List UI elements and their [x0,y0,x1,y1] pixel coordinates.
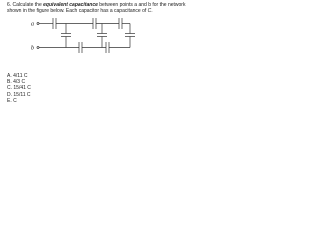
choice-c[interactable]: C. 15/41 C [7,85,31,92]
choice-d[interactable]: D. 15/11 C [7,91,31,98]
choice-e[interactable]: E. C [7,97,17,104]
choice-a[interactable]: A. 4/11 C [7,73,28,79]
capacitor-c6 [125,24,135,48]
capacitor-c2 [93,18,96,29]
capacitor-c7 [79,42,82,53]
question-middle: between points a and b for the network shown in the figure below. Each capacitor has a capacitance of [7,2,186,14]
answer-choices [7,73,31,104]
capacitor-c8 [106,42,109,53]
capacitor-c1 [53,18,56,29]
terminal-b [37,47,39,49]
choice-b[interactable]: B. 4/3 C [7,79,26,86]
question-suffix: . [151,8,153,14]
terminal-a [37,23,39,25]
question-prefix: 6. Calculate the [7,2,44,8]
capacitor-c5 [97,24,107,48]
capacitor-c4 [61,24,71,48]
capacitor-network-figure [0,0,200,123]
question-term: equivalent capacitance [43,2,98,8]
label-a: a [31,21,34,28]
question-var: C [147,8,152,14]
label-b: b [31,45,34,52]
capacitor-c3 [119,18,122,29]
